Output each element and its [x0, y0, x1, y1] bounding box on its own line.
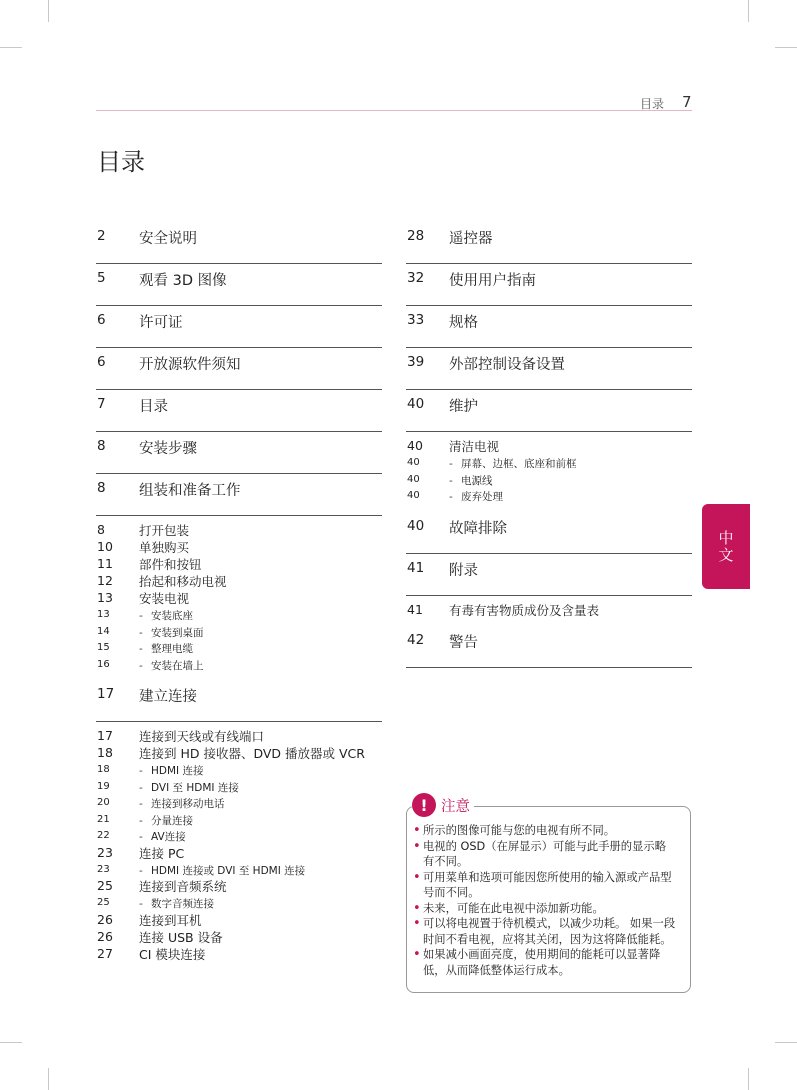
toc-subsubsection[interactable]: [96, 656, 382, 673]
toc-subsection[interactable]: [96, 538, 382, 555]
toc-subsubsection[interactable]: [96, 794, 382, 811]
toc-entry-title: 清洁电视: [449, 439, 500, 454]
toc-entry-page: 21: [97, 813, 110, 825]
toc-entry-page: 20: [97, 797, 110, 808]
toc-section-page: 6: [97, 312, 106, 328]
toc-entry-title: - 安装到桌面: [139, 625, 204, 640]
toc-subsection[interactable]: [96, 521, 382, 538]
toc-section[interactable]: [96, 474, 382, 516]
toc-section-page: 41: [407, 559, 425, 576]
toc-entry-page: 23: [97, 863, 110, 875]
toc-subsection[interactable]: [96, 744, 382, 761]
toc-entry-page: 15: [97, 642, 110, 653]
toc-section[interactable]: [406, 390, 692, 432]
toc-entry-title: - 安装在墙上: [139, 658, 204, 673]
toc-section[interactable]: [406, 264, 692, 306]
toc-subsection[interactable]: [96, 572, 382, 589]
toc-section-page: 40: [407, 517, 425, 534]
toc-entry-title: 有毒有害物质成份及含量表: [449, 602, 600, 618]
toc-entry-page: 12: [97, 573, 113, 588]
toc-subsubsection[interactable]: [96, 623, 382, 640]
toc-section[interactable]: [96, 432, 382, 474]
toc-section-page: 28: [407, 228, 425, 244]
toc-entry-page: 41: [407, 601, 423, 617]
toc-entry-title: - HDMI 连接或 DVI 至 HDMI 连接: [139, 863, 305, 878]
toc-entry-title: 连接到天线或有线端口: [139, 729, 265, 744]
toc-right-column: [406, 222, 692, 668]
toc-entry-title: 打开包装: [139, 523, 190, 538]
toc-subsection[interactable]: [96, 928, 382, 945]
toc-entry-page: 40: [407, 473, 420, 485]
toc-section-page: 17: [97, 686, 115, 702]
toc-entry-title: - DVI 至 HDMI 连接: [139, 780, 239, 795]
crop-mark: [775, 1042, 797, 1043]
note-item: • 如果减小画面亮度，使用期间的能耗可以显著降低，从而降低整体运行成本。: [413, 947, 677, 978]
toc-section[interactable]: [406, 512, 692, 554]
toc-subsubsection[interactable]: [96, 778, 382, 795]
toc-entry-page: 13: [97, 590, 113, 605]
toc-section[interactable]: [96, 222, 382, 264]
crop-mark: [748, 1068, 749, 1090]
toc-entry-title: - 连接到移动电话: [139, 796, 225, 811]
crop-mark: [0, 47, 22, 48]
toc-entry-page: 8: [97, 522, 105, 537]
toc-section-page: 40: [407, 396, 425, 412]
toc-subsubsection[interactable]: [96, 811, 382, 828]
toc-subsubsection[interactable]: [406, 471, 692, 488]
toc-subsubsection[interactable]: [96, 606, 382, 623]
toc-entry-title: 连接到音频系统: [139, 879, 227, 894]
toc-subsection[interactable]: [406, 437, 692, 454]
note-item: • 电视的 OSD（在屏显示）可能与此手册的显示略有不同。: [413, 839, 677, 870]
toc-entry-page: 40: [407, 438, 423, 453]
toc-subsection[interactable]: [96, 727, 382, 744]
toc-entry-title: - 安装底座: [139, 608, 193, 623]
toc-section[interactable]: [96, 264, 382, 306]
toc-section-page: 42: [407, 631, 425, 648]
toc-section-page: 7: [97, 396, 106, 412]
toc-section-page: 8: [97, 480, 106, 496]
toc-subsection-list: [406, 596, 692, 626]
toc-entry-page: 18: [97, 764, 110, 775]
crop-mark: [748, 0, 749, 22]
toc-entry-page: 22: [97, 830, 110, 841]
toc-subsection[interactable]: [406, 601, 692, 618]
toc-subsection[interactable]: [96, 844, 382, 861]
toc-entry-page: 40: [407, 490, 420, 501]
language-tab-label: 中文: [716, 529, 735, 564]
toc-subsection-list: [96, 722, 382, 970]
toc-entry-title: 连接 PC: [139, 845, 185, 861]
toc-section[interactable]: [406, 554, 692, 596]
toc-section[interactable]: [96, 390, 382, 432]
toc-entry-page: 18: [97, 745, 113, 760]
toc-section-title: 安装步骤: [139, 441, 197, 457]
toc-section[interactable]: [406, 626, 692, 668]
toc-section-page: 32: [407, 270, 425, 286]
toc-entry-title: - 废弃处理: [449, 489, 503, 504]
toc-section-title: 规格: [449, 315, 478, 331]
toc-entry-title: 抬起和移动电视: [139, 574, 227, 589]
toc-section-title: 目录: [139, 399, 168, 415]
toc-section-title: 故障排除: [449, 520, 507, 537]
note-item: • 未来，可能在此电视中添加新功能。: [413, 901, 677, 917]
toc-subsubsection[interactable]: [406, 454, 692, 471]
toc-section-title: 外部控制设备设置: [449, 357, 565, 373]
toc-entry-page: 19: [97, 780, 110, 792]
toc-left-column: [96, 222, 382, 970]
toc-section-page: 33: [407, 312, 425, 328]
crop-mark: [48, 1068, 49, 1090]
toc-section-title: 使用用户指南: [449, 273, 536, 289]
toc-entry-title: 连接 USB 设备: [139, 929, 223, 945]
toc-section-page: 5: [97, 270, 106, 286]
toc-entry-page: 26: [97, 928, 113, 944]
toc-entry-page: 11: [97, 556, 113, 571]
toc-entry-page: 10: [97, 539, 113, 554]
toc-subsubsection[interactable]: [406, 487, 692, 504]
toc-section[interactable]: [96, 348, 382, 390]
header-section-label: 目录: [639, 97, 664, 111]
toc-section[interactable]: [406, 348, 692, 390]
toc-entry-page: 23: [97, 844, 113, 860]
toc-subsection-list: [96, 516, 382, 680]
toc-section-title: 建立连接: [139, 689, 197, 705]
toc-entry-title: 连接到耳机: [139, 912, 202, 928]
crop-mark: [48, 0, 49, 22]
toc-entry-title: CI 模块连接: [139, 946, 206, 962]
toc-section[interactable]: [96, 680, 382, 722]
toc-section-page: 2: [97, 228, 106, 244]
toc-subsection[interactable]: [96, 555, 382, 572]
toc-subsection[interactable]: [96, 945, 382, 962]
toc-entry-title: 连接到 HD 接收器、DVD 播放器或 VCR: [139, 746, 365, 761]
toc-subsubsection[interactable]: [96, 761, 382, 778]
toc-subsubsection[interactable]: [96, 639, 382, 656]
toc-section-title: 安全说明: [139, 231, 197, 247]
toc-entry-title: - HDMI 连接: [139, 763, 203, 778]
toc-entry-title: - 整理电缆: [139, 641, 193, 656]
toc-entry-page: 14: [97, 625, 110, 637]
crop-mark: [775, 47, 797, 48]
toc-section-title: 开放源软件须知: [139, 357, 241, 373]
toc-section-title: 维护: [449, 399, 478, 415]
toc-section[interactable]: [96, 306, 382, 348]
note-header: [412, 792, 474, 818]
toc-subsection[interactable]: [96, 589, 382, 606]
header-rule: [96, 110, 692, 111]
toc-subsubsection[interactable]: [96, 894, 382, 911]
toc-subsection[interactable]: [96, 877, 382, 894]
toc-entry-title: 安装电视: [139, 591, 190, 606]
header-page-number: 7: [682, 93, 692, 111]
toc-entry-page: 40: [407, 457, 420, 468]
toc-entry-title: - 屏幕、边框、底座和前框: [449, 456, 577, 471]
toc-entry-title: - AV连接: [139, 829, 186, 844]
toc-entry-page: 13: [97, 609, 110, 620]
toc-subsubsection[interactable]: [96, 861, 382, 878]
toc-subsection-list: [406, 432, 692, 512]
toc-entry-title: - 数字音频连接: [139, 896, 214, 911]
toc-entry-title: 部件和按钮: [139, 557, 202, 572]
toc-entry-page: 17: [97, 728, 113, 743]
toc-section[interactable]: [406, 306, 692, 348]
crop-mark: [0, 1042, 22, 1043]
toc-section-title: 警告: [449, 634, 478, 651]
language-side-tab: [702, 504, 750, 589]
toc-entry-page: 25: [97, 878, 113, 893]
toc-subsection[interactable]: [96, 911, 382, 928]
note-item: • 可用菜单和选项可能因您所使用的输入源或产品型号而不同。: [413, 870, 677, 901]
toc-entry-title: 单独购买: [139, 540, 190, 555]
toc-section-title: 观看 3D 图像: [139, 273, 227, 289]
toc-section-title: 附录: [449, 562, 478, 579]
toc-subsubsection[interactable]: [96, 827, 382, 844]
note-list: [413, 823, 677, 978]
toc-entry-page: 26: [97, 911, 113, 927]
toc-section-title: 组装和准备工作: [139, 483, 241, 499]
toc-section-page: 39: [407, 354, 425, 370]
toc-section-title: 许可证: [139, 315, 183, 331]
toc-section-page: 8: [97, 438, 106, 454]
note-item: • 所示的图像可能与您的电视有所不同。: [413, 823, 677, 839]
toc-entry-page: 25: [97, 897, 110, 908]
toc-section[interactable]: [406, 222, 692, 264]
warning-icon: !: [412, 793, 436, 817]
toc-entry-page: 27: [97, 945, 113, 961]
toc-entry-page: 16: [97, 658, 110, 670]
toc-entry-title: - 电源线: [449, 473, 493, 488]
toc-entry-title: - 分量连接: [139, 813, 193, 828]
note-item: • 可以将电视置于待机模式，以减少功耗。 如果一段时间不看电视，应将其关闭，因为这将降低能耗。: [413, 916, 677, 947]
page-title: 目录: [97, 148, 145, 176]
toc-section-page: 6: [97, 354, 106, 370]
note-title: 注意: [441, 798, 470, 815]
toc-section-title: 遥控器: [449, 231, 493, 247]
